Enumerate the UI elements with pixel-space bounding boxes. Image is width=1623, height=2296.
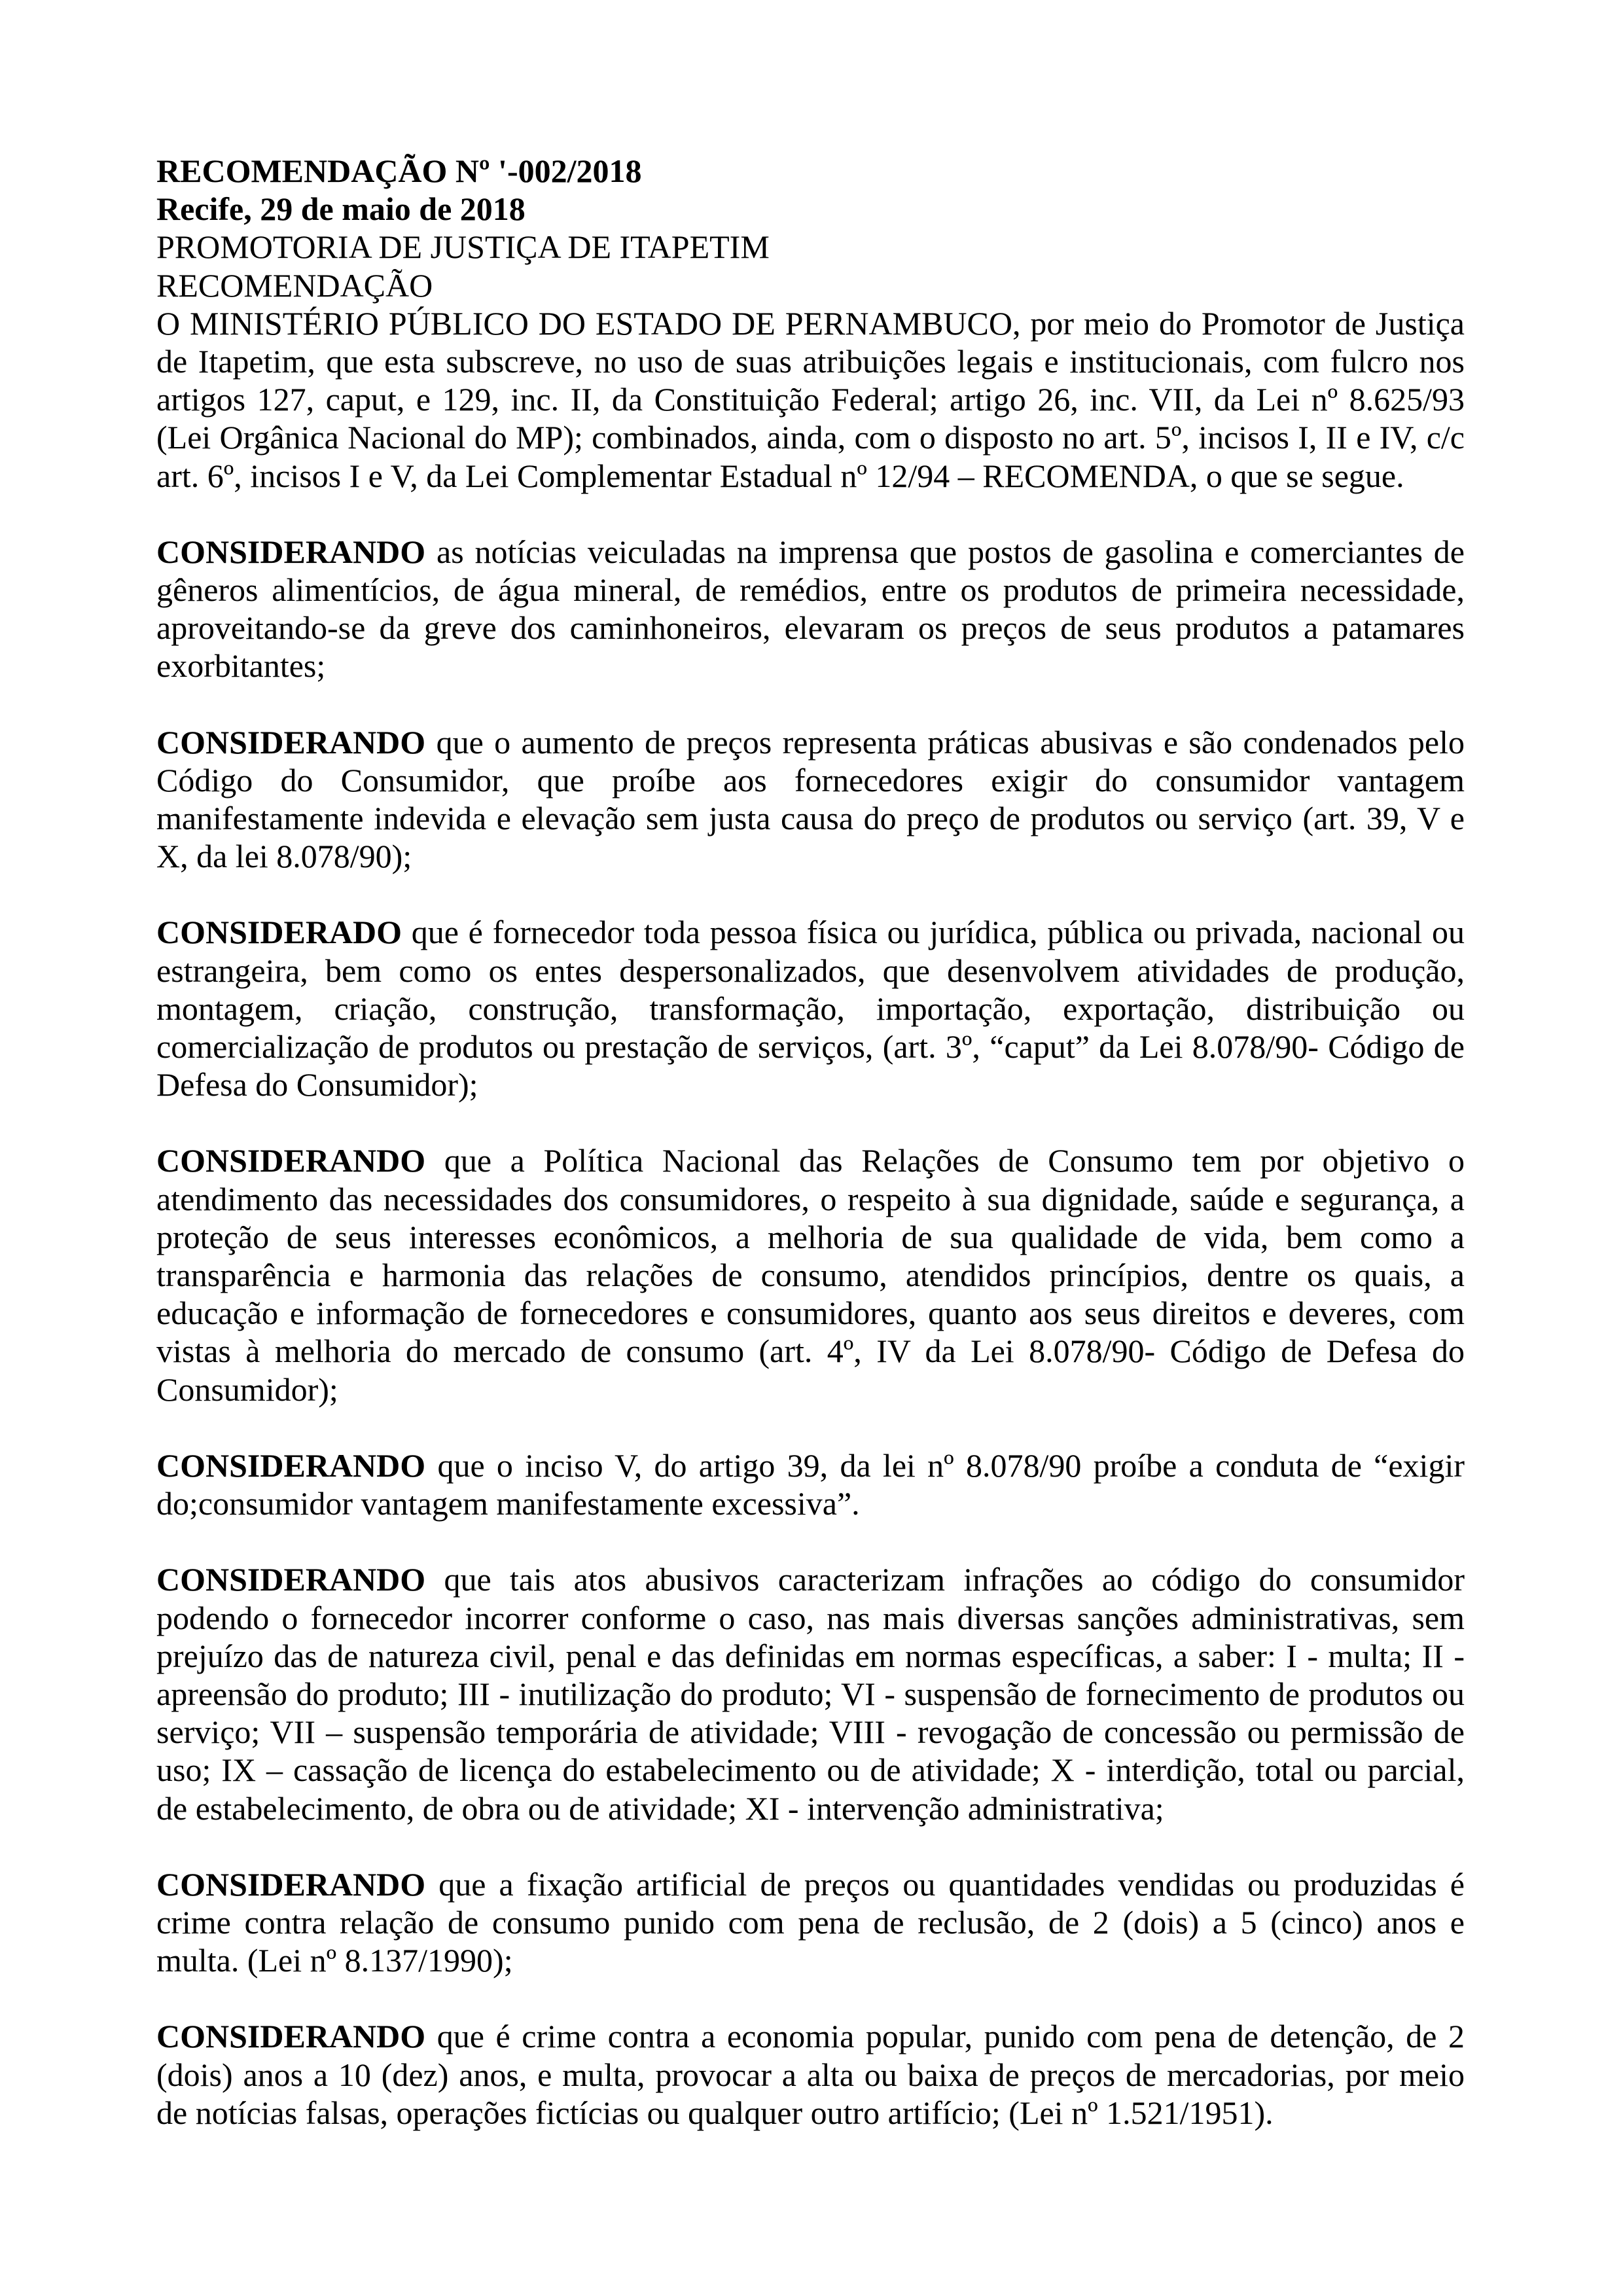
paragraph-keyword: CONSIDERANDO [156,1865,426,1903]
document-type: RECOMENDAÇÃO [156,266,433,304]
paragraph-keyword: CONSIDERANDO [156,1142,426,1179]
considerando-list [156,533,1465,2132]
considerando-paragraph [156,533,1465,685]
paragraph-keyword: CONSIDERADO [156,914,402,951]
considerando-paragraph [156,2017,1465,2132]
considerando-paragraph [156,1560,1465,1827]
document-page [156,152,1465,2132]
paragraph-text: que a fixação artificial de preços ou quantidades vendidas ou produzidas é crime contra relação de consumo punido com pena de reclusão, de 2 (dois) a 5 (cinco) anos e multa. (Lei nº 8.137/1990); [156,1865,1465,1979]
considerando-paragraph [156,1141,1465,1408]
document-title: RECOMENDAÇÃO Nº '-002/2018 [156,152,642,189]
paragraph-keyword: CONSIDERANDO [156,723,426,761]
paragraph-text: que o inciso V, do artigo 39, da lei nº 8.078/90 proíbe a conduta de “exigir do;consumidor vantagem manifestamente excessiva”. [156,1446,1465,1522]
paragraph-text: que é fornecedor toda pessoa física ou jurídica, pública ou privada, nacional ou estrangeira, bem como os entes despersonalizados, que desenvolvem atividades de produção, montagem, criação, construção, transformação, importação, exportação, distribuição ou comercialização de produtos ou prestação de serviços, (art. 3º, “caput” da Lei 8.078/90- Código de Defesa do Consumidor); [156,914,1465,1103]
paragraph-keyword: CONSIDERANDO [156,1446,426,1484]
paragraph-keyword: CONSIDERANDO [156,2018,426,2055]
document-header [156,152,1465,304]
office-name: PROMOTORIA DE JUSTIÇA DE ITAPETIM [156,228,770,266]
intro-paragraph: O MINISTÉRIO PÚBLICO DO ESTADO DE PERNAMBUCO, por meio do Promotor de Justiça de Itapetim, que esta subscreve, no uso de suas atribuições legais e institucionais, com fulcro nos artigos 127, caput, e 129, inc. II, da Constituição Federal; artigo 26, inc. VII, da Lei nº 8.625/93 (Lei Orgânica Nacional do MP); combinados, ainda, com o disposto no art. 5º, incisos I, II e IV, c/c art. 6º, incisos I e V, da Lei Complementar Estadual nº 12/94 – RECOMENDA, o que se segue. [156,304,1465,494]
paragraph-text: as notícias veiculadas na imprensa que postos de gasolina e comerciantes de gêneros alimentícios, de água mineral, de remédios, entre os produtos de primeira necessidade, aproveitando-se da greve dos caminhoneiros, elevaram os preços de seus produtos a patamares exorbitantes; [156,533,1465,685]
paragraph-text: que é crime contra a economia popular, punido com pena de detenção, de 2 (dois) anos a 10 (dez) anos, e multa, provocar a alta ou baixa de preços de mercadorias, por meio de notícias falsas, operações fictícias ou qualquer outro artifício; (Lei nº 1.521/1951). [156,2018,1465,2131]
paragraph-keyword: CONSIDERANDO [156,533,426,570]
considerando-paragraph [156,723,1465,876]
paragraph-text: que a Política Nacional das Relações de Consumo tem por objetivo o atendimento das necessidades dos consumidores, o respeito à sua dignidade, saúde e segurança, a proteção de seus interesses econômicos, a melhoria de sua qualidade de vida, bem como a transparência e harmonia das relações de consumo, atendidos princípios, dentre os quais, a educação e informação de fornecedores e consumidores, quanto aos seus direitos e deveres, com vistas à melhoria do mercado de consumo (art. 4º, IV da Lei 8.078/90- Código de Defesa do Consumidor); [156,1142,1465,1408]
considerando-paragraph [156,1865,1465,1980]
paragraph-text: que tais atos abusivos caracterizam infrações ao código do consumidor podendo o fornecedor incorrer conforme o caso, nas mais diversas sanções administrativas, sem prejuízo das de natureza civil, penal e das definidas em normas específicas, a saber: I - multa; II - apreensão do produto; III - inutilização do produto; VI - suspensão de fornecimento de produtos ou serviço; VII – suspensão temporária de atividade; VIII - revogação de concessão ou permissão de uso; IX – cassação de licença do estabelecimento ou de atividade; X - interdição, total ou parcial, de estabelecimento, de obra ou de atividade; XI - intervenção administrativa; [156,1561,1465,1827]
paragraph-text: que o aumento de preços representa práticas abusivas e são condenados pelo Código do Consumidor, que proíbe aos fornecedores exigir do consumidor vantagem manifestamente indevida e elevação sem justa causa do preço de produtos ou serviço (art. 39, V e X, da lei 8.078/90); [156,723,1465,875]
considerando-paragraph [156,1446,1465,1522]
place-date: Recife, 29 de maio de 2018 [156,190,526,228]
considerando-paragraph [156,913,1465,1103]
paragraph-keyword: CONSIDERANDO [156,1561,426,1598]
